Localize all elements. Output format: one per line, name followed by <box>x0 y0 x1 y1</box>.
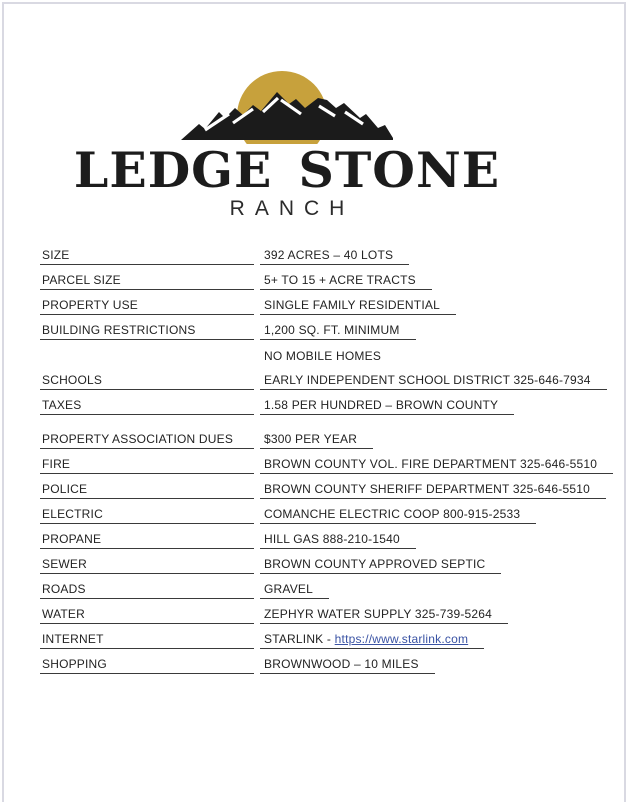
row-value: COMANCHE ELECTRIC COOP 800-915-2533 <box>260 508 536 524</box>
detail-row <box>40 290 624 315</box>
row-label: PARCEL SIZE <box>40 274 254 290</box>
row-value: STARLINK - https://www.starlink.com <box>260 633 484 649</box>
row-label: SHOPPING <box>40 658 254 674</box>
details-list <box>40 240 624 674</box>
row-label: FIRE <box>40 458 254 474</box>
detail-row <box>40 390 624 415</box>
row-value: BROWN COUNTY SHERIFF DEPARTMENT 325-646-5510 <box>260 483 606 499</box>
row-label: ELECTRIC <box>40 508 254 524</box>
row-value: 1,200 SQ. FT. MINIMUM <box>260 324 416 340</box>
detail-row <box>40 340 624 365</box>
detail-row <box>40 365 624 390</box>
detail-row <box>40 574 624 599</box>
row-value: HILL GAS 888-210-1540 <box>260 533 416 549</box>
detail-row <box>40 624 624 649</box>
row-value: ZEPHYR WATER SUPPLY 325-739-5264 <box>260 608 508 624</box>
detail-row <box>40 449 624 474</box>
row-label: PROPERTY ASSOCIATION DUES <box>40 433 254 449</box>
detail-row <box>40 649 624 674</box>
row-value: BROWN COUNTY VOL. FIRE DEPARTMENT 325-646-5510 <box>260 458 613 474</box>
row-value: NO MOBILE HOMES <box>264 349 382 363</box>
ranch-logo <box>73 66 501 222</box>
detail-row <box>40 524 624 549</box>
row-value: GRAVEL <box>260 583 329 599</box>
detail-row <box>40 265 624 290</box>
detail-row <box>40 315 624 340</box>
row-value: BROWNWOOD – 10 MILES <box>260 658 435 674</box>
row-label: WATER <box>40 608 254 624</box>
mountain-sun-logo <box>175 66 399 144</box>
row-value: EARLY INDEPENDENT SCHOOL DISTRICT 325-646-7934 <box>260 374 607 390</box>
detail-row <box>40 240 624 265</box>
detail-row <box>40 549 624 574</box>
row-label: PROPERTY USE <box>40 299 254 315</box>
row-label: SEWER <box>40 558 254 574</box>
detail-row <box>40 474 624 499</box>
row-label <box>40 363 254 365</box>
detail-row <box>40 499 624 524</box>
row-value: BROWN COUNTY APPROVED SEPTIC <box>260 558 501 574</box>
starlink-link[interactable]: https://www.starlink.com <box>334 632 469 646</box>
row-label: POLICE <box>40 483 254 499</box>
row-value: SINGLE FAMILY RESIDENTIAL <box>260 299 456 315</box>
row-value: 392 ACRES – 40 LOTS <box>260 249 409 265</box>
detail-row <box>40 424 624 449</box>
document-page <box>2 2 626 802</box>
row-label: SIZE <box>40 249 254 265</box>
row-value: $300 PER YEAR <box>260 433 373 449</box>
row-label: TAXES <box>40 399 254 415</box>
row-label: PROPANE <box>40 533 254 549</box>
row-label: ROADS <box>40 583 254 599</box>
row-label: SCHOOLS <box>40 374 254 390</box>
row-value: 5+ TO 15 + ACRE TRACTS <box>260 274 432 290</box>
row-label: BUILDING RESTRICTIONS <box>40 324 254 340</box>
ranch-title: LEDGE STONE <box>73 141 501 199</box>
ranch-subtitle: RANCH <box>229 197 355 220</box>
detail-row <box>40 599 624 624</box>
row-value: 1.58 PER HUNDRED – BROWN COUNTY <box>260 399 514 415</box>
row-label: INTERNET <box>40 633 254 649</box>
